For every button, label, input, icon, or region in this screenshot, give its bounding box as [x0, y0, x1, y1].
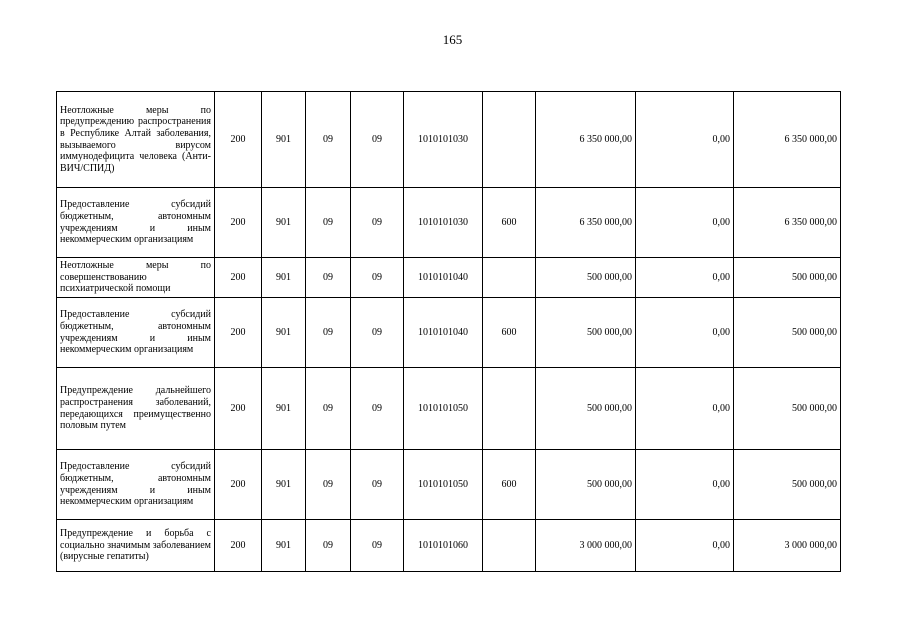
target-code-cell: 1010101060	[404, 520, 483, 572]
amount1-cell: 3 000 000,00	[536, 520, 636, 572]
code1-cell: 200	[215, 520, 262, 572]
code3-cell: 09	[306, 450, 351, 520]
type-code-cell	[483, 368, 536, 450]
budget-table	[56, 91, 841, 572]
amount3-cell: 6 350 000,00	[734, 188, 841, 258]
type-code-cell: 600	[483, 188, 536, 258]
target-code-cell: 1010101050	[404, 450, 483, 520]
code2-cell: 901	[262, 298, 306, 368]
table-row	[57, 92, 841, 188]
table-row	[57, 368, 841, 450]
type-code-cell	[483, 258, 536, 298]
amount2-cell: 0,00	[636, 92, 734, 188]
code3-cell: 09	[306, 368, 351, 450]
row-name-cell: Предоставление субсидий бюджетным, автономным учреждениям и иным некоммерческим организациям	[57, 188, 215, 258]
code3-cell: 09	[306, 298, 351, 368]
target-code-cell: 1010101030	[404, 188, 483, 258]
code4-cell: 09	[351, 92, 404, 188]
amount3-cell: 3 000 000,00	[734, 520, 841, 572]
code2-cell: 901	[262, 92, 306, 188]
table-row	[57, 258, 841, 298]
row-name-cell: Предупреждение дальнейшего распространения заболеваний, передающихся преимущественно половым путем	[57, 368, 215, 450]
code3-cell: 09	[306, 92, 351, 188]
code4-cell: 09	[351, 368, 404, 450]
type-code-cell: 600	[483, 450, 536, 520]
amount2-cell: 0,00	[636, 258, 734, 298]
code1-cell: 200	[215, 298, 262, 368]
amount1-cell: 500 000,00	[536, 450, 636, 520]
code1-cell: 200	[215, 258, 262, 298]
amount3-cell: 500 000,00	[734, 368, 841, 450]
page-number: 165	[442, 32, 463, 47]
type-code-cell	[483, 92, 536, 188]
code1-cell: 200	[215, 450, 262, 520]
amount1-cell: 500 000,00	[536, 368, 636, 450]
target-code-cell: 1010101040	[404, 298, 483, 368]
amount2-cell: 0,00	[636, 450, 734, 520]
code1-cell: 200	[215, 368, 262, 450]
amount2-cell: 0,00	[636, 520, 734, 572]
amount1-cell: 6 350 000,00	[536, 188, 636, 258]
target-code-cell: 1010101040	[404, 258, 483, 298]
code3-cell: 09	[306, 258, 351, 298]
amount1-cell: 6 350 000,00	[536, 92, 636, 188]
code3-cell: 09	[306, 188, 351, 258]
code4-cell: 09	[351, 450, 404, 520]
code4-cell: 09	[351, 188, 404, 258]
code2-cell: 901	[262, 258, 306, 298]
amount1-cell: 500 000,00	[536, 258, 636, 298]
amount3-cell: 500 000,00	[734, 298, 841, 368]
amount2-cell: 0,00	[636, 298, 734, 368]
row-name-cell: Предупреждение и борьба с социально значимым заболеванием (вирусные гепатиты)	[57, 520, 215, 572]
row-name-cell: Предоставление субсидий бюджетным, автономным учреждениям и иным некоммерческим организациям	[57, 298, 215, 368]
type-code-cell: 600	[483, 298, 536, 368]
row-name-cell: Предоставление субсидий бюджетным, автономным учреждениям и иным некоммерческим организациям	[57, 450, 215, 520]
code1-cell: 200	[215, 188, 262, 258]
type-code-cell	[483, 520, 536, 572]
amount3-cell: 6 350 000,00	[734, 92, 841, 188]
table-row	[57, 450, 841, 520]
amount2-cell: 0,00	[636, 368, 734, 450]
code4-cell: 09	[351, 298, 404, 368]
table-row	[57, 520, 841, 572]
row-name-cell: Неотложные меры по совершенствованию психиатрической помощи	[57, 258, 215, 298]
code3-cell: 09	[306, 520, 351, 572]
amount1-cell: 500 000,00	[536, 298, 636, 368]
code2-cell: 901	[262, 368, 306, 450]
code1-cell: 200	[215, 92, 262, 188]
amount2-cell: 0,00	[636, 188, 734, 258]
table-body	[57, 92, 841, 572]
code2-cell: 901	[262, 520, 306, 572]
code4-cell: 09	[351, 258, 404, 298]
table-row	[57, 188, 841, 258]
target-code-cell: 1010101050	[404, 368, 483, 450]
code2-cell: 901	[262, 450, 306, 520]
amount3-cell: 500 000,00	[734, 450, 841, 520]
code2-cell: 901	[262, 188, 306, 258]
target-code-cell: 1010101030	[404, 92, 483, 188]
amount3-cell: 500 000,00	[734, 258, 841, 298]
code4-cell: 09	[351, 520, 404, 572]
table-row	[57, 298, 841, 368]
row-name-cell: Неотложные меры по предупреждению распространения в Республике Алтай заболевания, вызываемого вирусом иммунодефицита человека (Анти-ВИЧ/СПИД)	[57, 92, 215, 188]
